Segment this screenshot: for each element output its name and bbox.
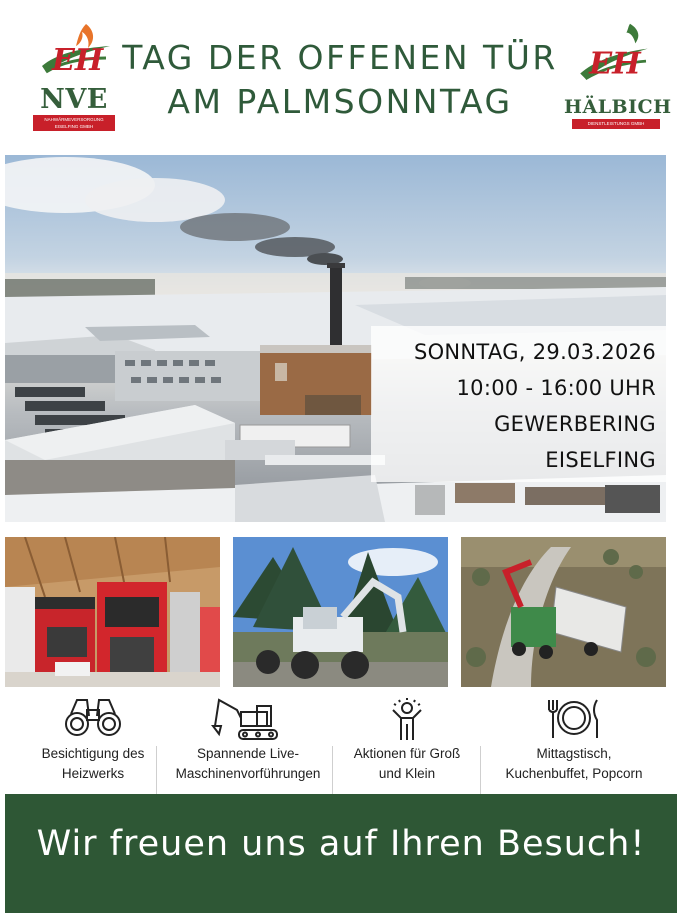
person-celebrate-icon bbox=[387, 696, 427, 742]
svg-text:EH: EH bbox=[589, 46, 641, 82]
feature-label bbox=[162, 744, 334, 784]
feature-line-2: Maschinenvorführungen bbox=[175, 766, 321, 781]
title-line-1: TAG DER OFFENEN TÜR bbox=[122, 38, 558, 77]
boiler-room-illustration bbox=[5, 537, 220, 687]
footer-message: Wir freuen uns auf Ihren Besuch! bbox=[36, 824, 646, 864]
feature-divider bbox=[332, 746, 333, 794]
feature-line-1: Spannende Live- bbox=[196, 746, 300, 761]
feature-line-1: Aktionen für Groß bbox=[353, 746, 461, 761]
feature-aktionen bbox=[336, 696, 478, 792]
title-line-2: AM PALMSONNTAG bbox=[167, 82, 513, 121]
feature-line-2: Heizwerks bbox=[61, 766, 125, 781]
feature-heizwerk bbox=[18, 696, 168, 792]
nve-logo-name: NVE bbox=[40, 84, 108, 115]
feature-label bbox=[18, 744, 168, 784]
plate-cutlery-icon bbox=[545, 696, 603, 740]
photo-wood-chipper bbox=[461, 537, 666, 687]
excavator-icon bbox=[211, 696, 285, 742]
footer-banner bbox=[5, 794, 677, 913]
photo-forestry-machine bbox=[233, 537, 448, 687]
event-time: 10:00 - 16:00 UHR bbox=[456, 376, 656, 400]
feature-line-1: Besichtigung des bbox=[41, 746, 145, 761]
feature-divider bbox=[156, 746, 157, 794]
haelbich-logo-subtitle: DIENSTLEISTUNGS GMBH bbox=[572, 119, 660, 129]
feature-maschinen bbox=[162, 696, 334, 792]
feature-line-2: Kuchenbuffet, Popcorn bbox=[505, 766, 643, 781]
feature-essen bbox=[484, 696, 664, 792]
event-town: EISELFING bbox=[545, 448, 656, 472]
feature-line-2: und Klein bbox=[378, 766, 436, 781]
nve-logo bbox=[28, 20, 120, 132]
feature-divider bbox=[480, 746, 481, 794]
event-info-box bbox=[371, 326, 666, 482]
haelbich-logo bbox=[564, 20, 672, 132]
photo-boiler-room bbox=[5, 537, 220, 687]
feature-label bbox=[336, 744, 478, 784]
haelbich-logo-name: HÄLBICH bbox=[564, 96, 672, 118]
nve-logo-mark-icon bbox=[36, 20, 116, 84]
haelbich-logo-mark-icon bbox=[574, 22, 654, 86]
binoculars-icon bbox=[63, 696, 123, 738]
forestry-machine-illustration bbox=[233, 537, 448, 687]
feature-label bbox=[484, 744, 664, 784]
feature-line-1: Mittagstisch, bbox=[536, 746, 612, 761]
svg-text:EH: EH bbox=[52, 43, 104, 78]
nve-logo-subtitle: NAHWÄRMEVERSORGUNG EISELFING GMBH bbox=[33, 115, 115, 131]
wood-chipper-illustration bbox=[461, 537, 666, 687]
event-date: SONNTAG, 29.03.2026 bbox=[413, 340, 656, 364]
event-street: GEWERBERING bbox=[494, 412, 656, 436]
page-title bbox=[110, 36, 570, 124]
